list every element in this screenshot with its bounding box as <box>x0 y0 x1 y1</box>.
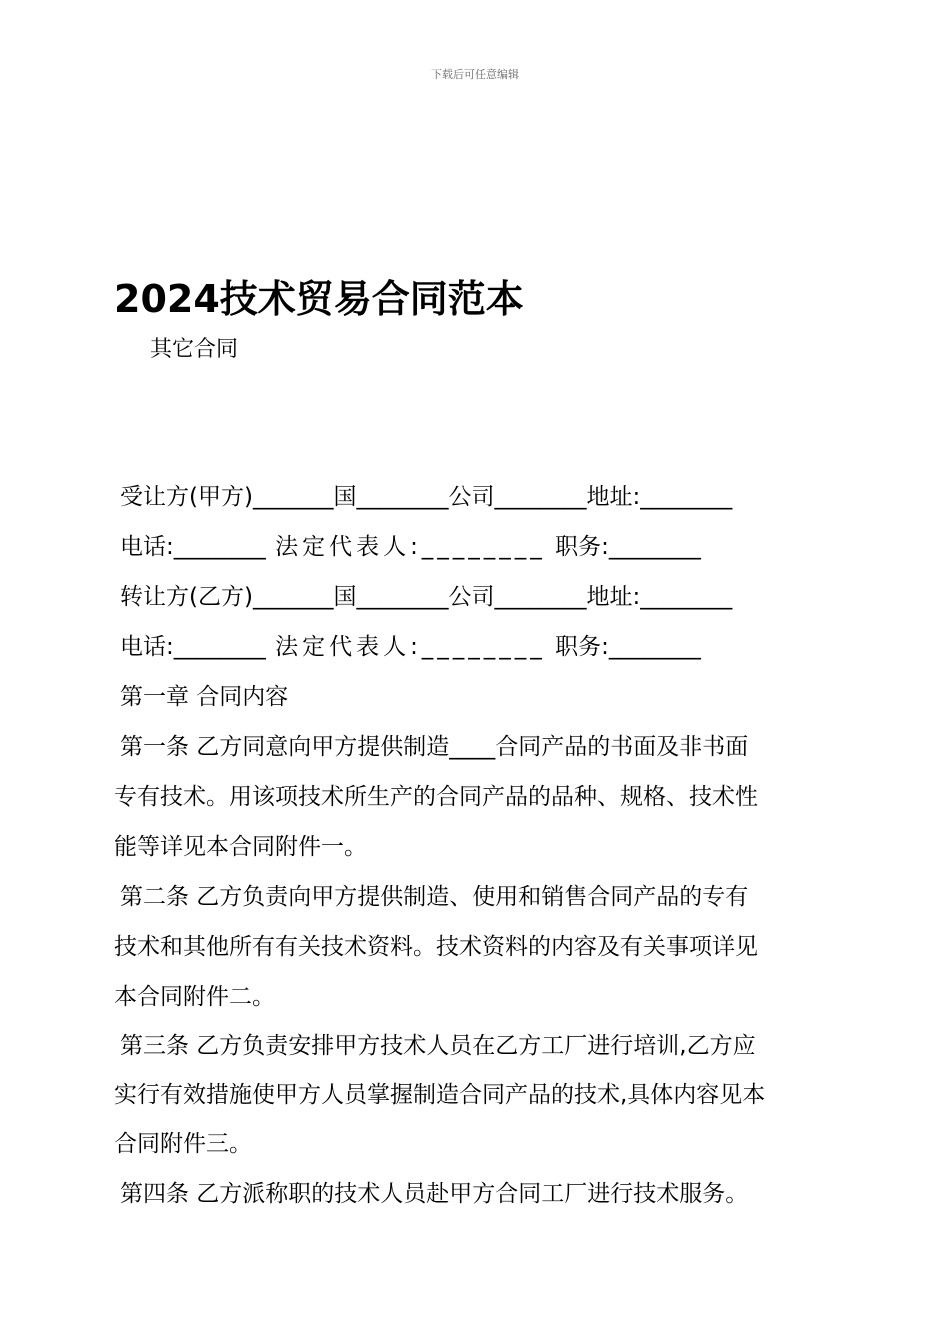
article-line: 合同附件三。 <box>114 1131 252 1157</box>
party-b-position: 职务:________ <box>555 634 701 660</box>
page-header-note: 下载后可任意编辑 <box>431 68 519 81</box>
party-a-position: 职务:________ <box>555 534 701 560</box>
party-a-phone: 电话:________ <box>120 534 266 560</box>
article-line: 第一条 乙方同意向甲方提供制造____合同产品的书面及非书面 <box>120 734 749 760</box>
chapter-heading: 第一章 合同内容 <box>120 684 289 710</box>
party-a-contact-line <box>120 530 701 564</box>
party-b-contact-line <box>120 630 701 664</box>
party-b-phone: 电话:________ <box>120 634 266 660</box>
document-title: 2024技术贸易合同范本 <box>114 277 524 321</box>
article-line: 能等详见本合同附件一。 <box>114 834 367 860</box>
article-line: 第二条 乙方负责向甲方提供制造、使用和销售合同产品的专有 <box>120 884 749 910</box>
article-line: 实行有效措施使甲方人员掌握制造合同产品的技术,具体内容见本 <box>114 1082 766 1108</box>
article-line: 专有技术。用该项技术所生产的合同产品的品种、规格、技术性 <box>114 784 758 810</box>
party-b-legal-rep: 法定代表人:________ <box>275 634 546 660</box>
article-line: 技术和其他所有有关技术资料。技术资料的内容及有关事项详见 <box>114 934 758 960</box>
document-subtitle: 其它合同 <box>150 337 239 362</box>
article-line: 第三条 乙方负责安排甲方技术人员在乙方工厂进行培训,乙方应 <box>120 1033 756 1059</box>
party-a-legal-rep: 法定代表人:________ <box>275 534 546 560</box>
party-a-line: 受让方(甲方)_______国________公司________地址:________ <box>120 484 733 510</box>
article-line: 本合同附件二。 <box>114 984 275 1010</box>
party-b-line: 转让方(乙方)_______国________公司________地址:________ <box>120 584 733 610</box>
article-line: 第四条 乙方派称职的技术人员赴甲方合同工厂进行技术服务。 <box>120 1181 749 1207</box>
